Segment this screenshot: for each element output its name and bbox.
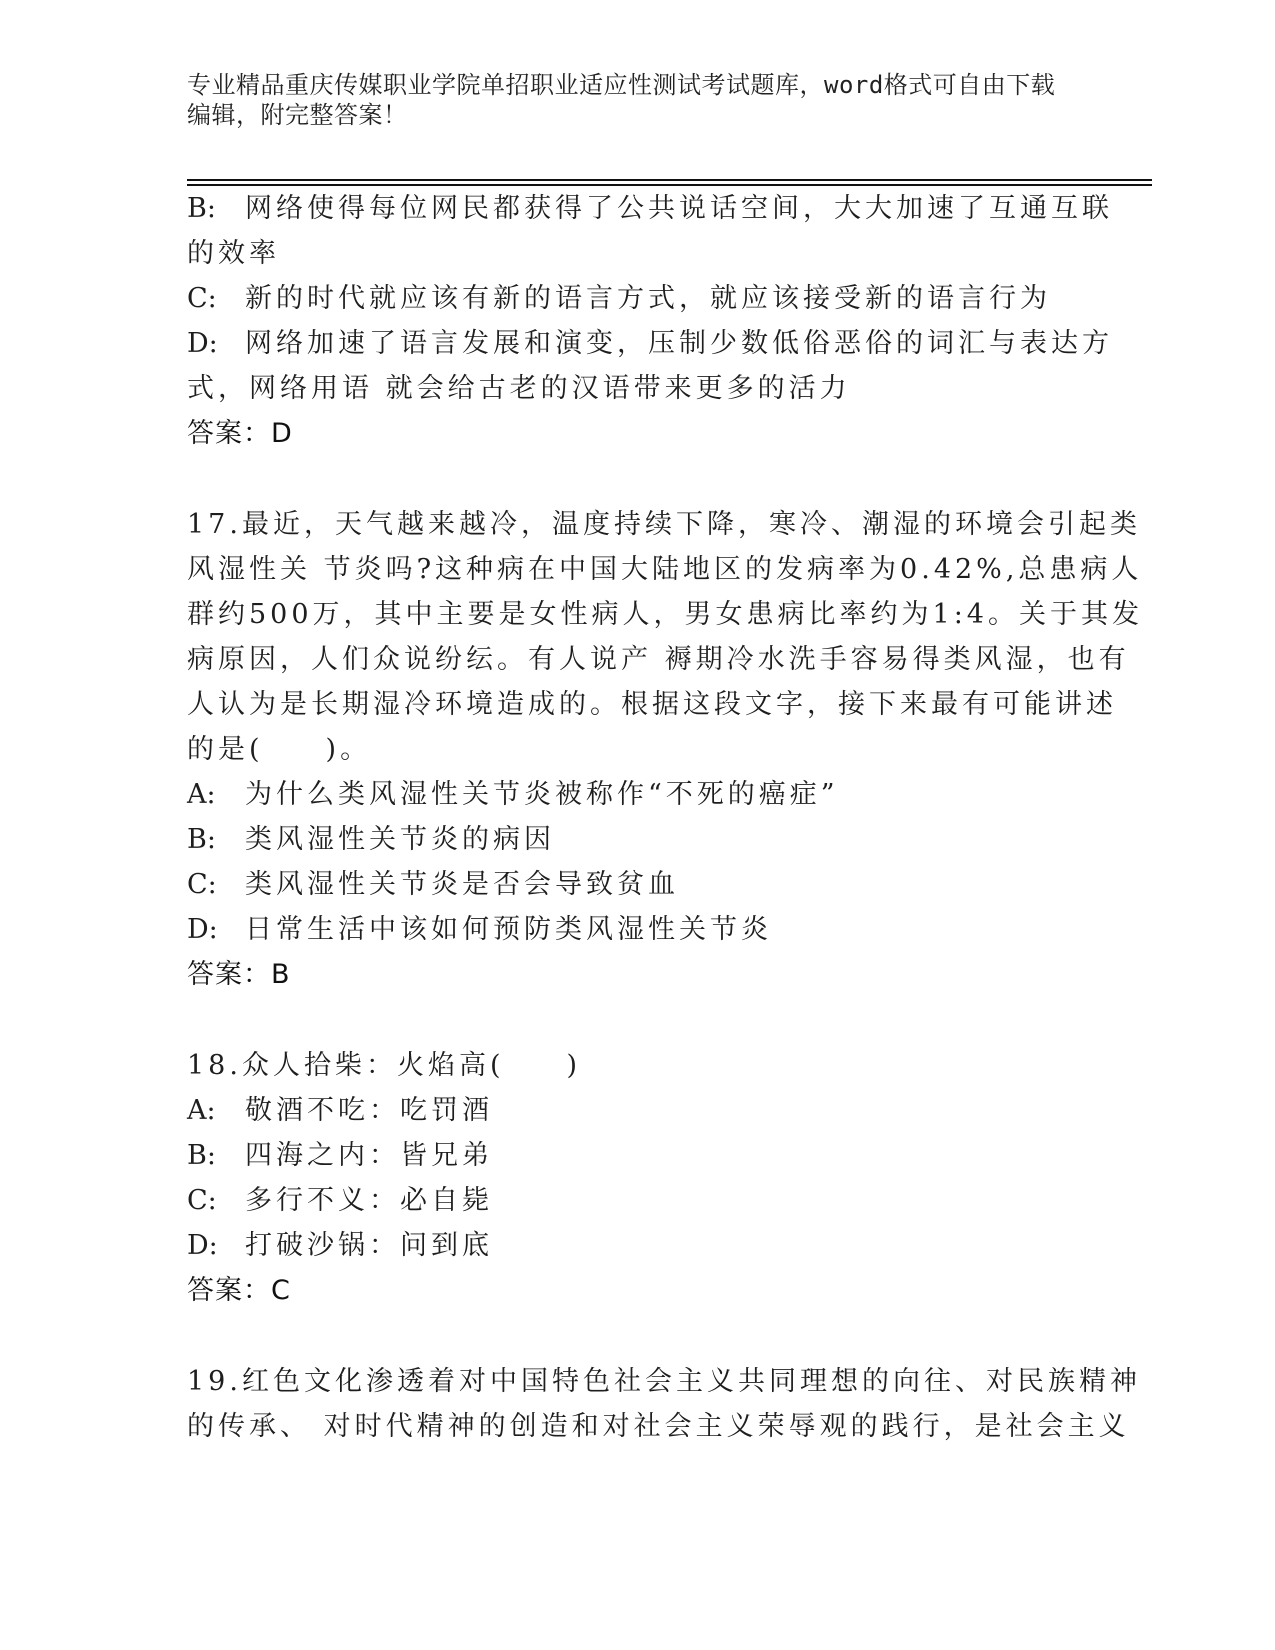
option-c — [187, 276, 1087, 321]
option-b — [187, 817, 1087, 862]
option-letter: A: — [187, 779, 216, 810]
option-text: 网络使得每位网民都获得了公共说话空间，大大加速了互通互联 — [245, 193, 1113, 224]
answer-key: 答案：D — [187, 418, 293, 449]
document-body — [187, 186, 1143, 1449]
option-letter: A: — [187, 1095, 216, 1126]
option-letter: C: — [187, 869, 217, 900]
question-18 — [187, 1043, 1087, 1314]
header-divider-top — [187, 179, 1152, 181]
option-text: 打破沙锅：问到底 — [245, 1230, 493, 1261]
option-a — [187, 772, 1087, 817]
spacer — [187, 1314, 1087, 1359]
option-text: 日常生活中该如何预防类风湿性关节炎 — [245, 914, 772, 945]
question-16 — [187, 186, 1113, 457]
option-letter: C: — [187, 1185, 217, 1216]
question-stem-line: 17.最近，天气越来越冷，温度持续下降，寒冷、潮湿的环境会引起类 — [187, 509, 1141, 540]
page-header — [187, 70, 1067, 130]
option-letter: D: — [187, 914, 218, 945]
option-c — [187, 862, 1087, 907]
option-b — [187, 1133, 1087, 1178]
question-stem-line: 18.众人拾柴：火焰高( ) — [187, 1050, 582, 1081]
option-text: 多行不义：必自毙 — [245, 1185, 493, 1216]
question-stem-line: 病原因，人们众说纷纭。有人说产 褥期冷水洗手容易得类风湿，也有 — [187, 644, 1130, 675]
spacer — [187, 457, 1087, 502]
question-stem-line: 人认为是长期湿冷环境造成的。根据这段文字，接下来最有可能讲述 — [187, 689, 1117, 720]
question-stem-line: 的传承、 对时代精神的创造和对社会主义荣辱观的践行，是社会主义 — [187, 1411, 1130, 1442]
question-stem-line: 风湿性关 节炎吗?这种病在中国大陆地区的发病率为0.42%,总患病人 — [187, 554, 1143, 585]
question-stem-line: 群约500万，其中主要是女性病人，男女患病比率约为1:4。关于其发 — [187, 599, 1143, 630]
option-letter: D: — [187, 1230, 218, 1261]
option-text: 新的时代就应该有新的语言方式，就应该接受新的语言行为 — [245, 283, 1051, 314]
option-text: 类风湿性关节炎是否会导致贫血 — [245, 869, 679, 900]
answer-key: 答案：C — [187, 1275, 291, 1306]
answer-key: 答案：B — [187, 959, 291, 990]
spacer — [187, 998, 1087, 1043]
question-stem-line: 的是( )。 — [187, 734, 372, 765]
header-line-2: 编辑，附完整答案！ — [187, 101, 408, 129]
question-17 — [187, 502, 1143, 998]
option-d — [187, 321, 1113, 366]
option-b — [187, 186, 1113, 231]
option-text: 网络加速了语言发展和演变，压制少数低俗恶俗的词汇与表达方 — [245, 328, 1113, 359]
question-19 — [187, 1359, 1141, 1449]
option-letter: B: — [187, 1140, 216, 1171]
option-b-continued: 的效率 — [187, 238, 280, 269]
option-text: 敬酒不吃：吃罚酒 — [245, 1095, 493, 1126]
option-d-continued: 式，网络用语 就会给古老的汉语带来更多的活力 — [187, 373, 851, 404]
option-text: 为什么类风湿性关节炎被称作“不死的癌症” — [245, 779, 839, 810]
option-text: 类风湿性关节炎的病因 — [245, 824, 555, 855]
option-d — [187, 1223, 1087, 1268]
option-letter: B: — [187, 824, 216, 855]
option-letter: C: — [187, 283, 217, 314]
option-letter: B: — [187, 193, 216, 224]
option-a — [187, 1088, 1087, 1133]
option-letter: D: — [187, 328, 218, 359]
option-c — [187, 1178, 1087, 1223]
question-stem-line: 19.红色文化渗透着对中国特色社会主义共同理想的向往、对民族精神 — [187, 1366, 1141, 1397]
header-line-1: 专业精品重庆传媒职业学院单招职业适应性测试考试题库，word格式可自由下载 — [187, 71, 1056, 99]
option-text: 四海之内：皆兄弟 — [245, 1140, 493, 1171]
option-d — [187, 907, 1087, 952]
